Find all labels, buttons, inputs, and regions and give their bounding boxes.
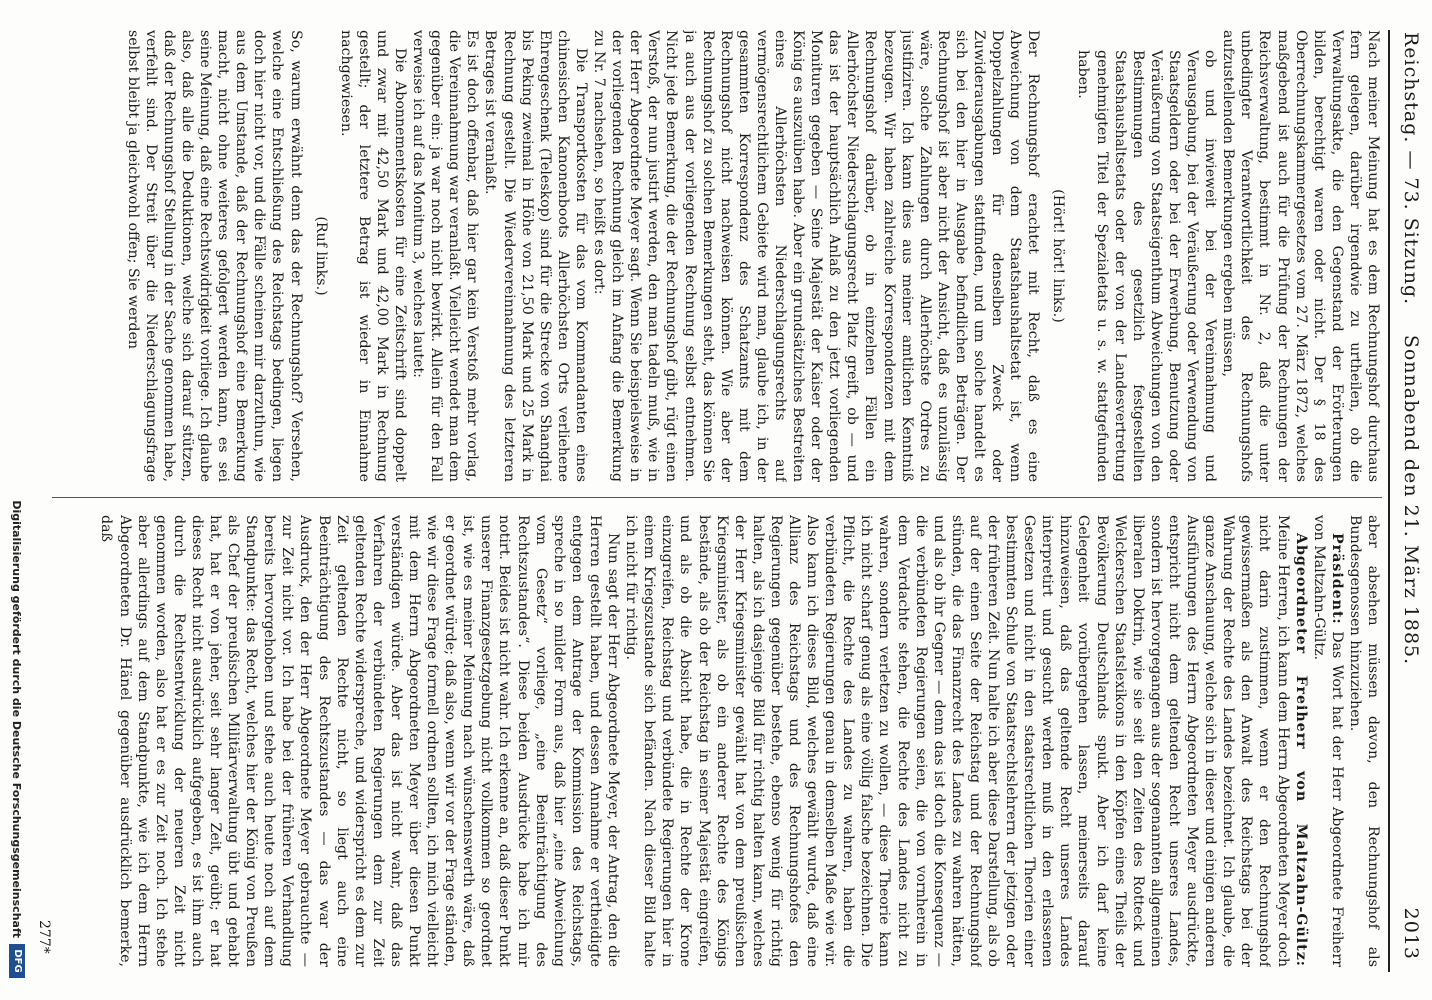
- paragraph-text: So, warum erwähnt denn das der Rechnungshof? Versehen, welche eine Entschließung des Reichstags bedingen, liegen doch hier nicht vor, und die Fälle scheinen mir darzuthun, wie aus dem Umstande, daß der Rechnungshof eine Bemerkung macht, nicht ohne weiteres gefolgert werden kann, es sei seine Meinung, daß eine Rechtswidrigkeit vorliege. Ich glaube also, daß alle die Deduktionen, welche sich darauf stützen, daß der Rechnungshof Stellung in der Sache genommen habe, verfehlt sind. Der Streit über die Niederschlagungsfrage selbst bleibt ja gleichwohl offen; Sie werden: [124, 30, 304, 482]
- page-number: 2013: [1400, 907, 1422, 960]
- paragraph-text: ob und inwieweit bei der Vereinnahmung und Verausgabung, bei der Veräußerung oder Verwendung von Staatsgeldern oder bei der Erwerbung, Benutzung oder Veräußerung von Staatseigenthum Abweichungen von den Bestimmungen des gesetzlich festgestellten Staatshaushaltsetats oder der von der Landesvertretung genehmigten Titel der Spezialetats u. s. w. stattgefunden haben.: [1075, 50, 1219, 482]
- speaker-name: Abgeordneter Freiherr von Maltzahn-Gültz:: [1292, 533, 1309, 967]
- paragraph: [312, 30, 330, 482]
- paragraph-text: Nun sagt der Herr Abgeordnete Meyer, der Antrag, den die Herren gestellt haben, und dessen Annahme er vertheidigte entgegen dem Antrage der Kommission des Reichstags, spreche in so milder Form aus, daß hier „eine Abweichung vom Gesetz“ vorliege, „eine Beeinträchtigung des Rechtszustandes“. Diese beiden Ausdrücke habe ich mir notirt. Beides ist nicht wahr. Ich erkenne an, daß dieser Punkt unserer Finanzgesetzgebung nicht vollkommen so geordnet ist, wie es meiner Meinung nach wünschenswerth wäre, daß er geordnet würde; daß also, wenn wir vor der Frage ständen, wie wir diese Frage formell ordnen sollten, ich mich vielleicht mit dem Herrn Abgeordneten Meyer über diesen Punkt verständigen würde. Aber das ist nicht wahr, daß das Verfahren der verbündeten Regierungen dem zur Zeit geltenden Rechte widerspreche, und widerspricht es dem zur Zeit geltenden Rechte nicht, so liegt auch eine Beeinträchtigung des Rechtszustandes — das war der Ausdruck, den der Herr Abgeordnete Meyer gebrauchte — zur Zeit nicht vor. Ich habe bei der früheren Verhandlung bereits hervorgehoben und stehe auch heute noch auf dem Standpunkte: das Recht, welches hier der König von Preußen als Chef der preußischen Militärverwaltung übt und gehabt hat, hat er von jeher, seit sehr langer Zeit, geübt; er hat dieses Recht nicht ausdrücklich aufgegeben, es ist ihm auch durch die Rechtsentwicklung der neueren Zeit nicht genommen worden, also hat er es zur Zeit noch. Ich stehe aber allerdings auf dem Standpunkte, wie ich dem Herrn Abgeordneten Dr. Hänel gegenüber ausdrücklich bemerke, daß: [98, 515, 622, 967]
- page-signature: 277*: [36, 920, 52, 954]
- paragraph-text: Die Abonnementskosten für eine Zeitschrift sind doppelt und zwar mit 42,50 Mark und 42,00 Mark in Rechnung gestellt; der letztere Betrag ist wieder in Einnahme nachgewiesen.: [337, 30, 409, 482]
- paragraph-text: (Hört! hört! links.): [1050, 189, 1067, 323]
- header-session: Reichstag. — 73. Sitzung.: [1400, 32, 1422, 306]
- paragraph: [622, 515, 1310, 967]
- paragraph: [409, 30, 481, 482]
- page-header: [1394, 0, 1422, 1000]
- dfg-credit-text: Digitalisierung gefördert durch die Deutsche Forschungsgemeinschaft: [10, 500, 23, 938]
- paragraph-text: Das Wort hat der Herr Abgeordnete Freiherr von Maltzahn-Gültz.: [1310, 515, 1345, 967]
- paragraph-text: Es ist doch offenbar, daß hier gar kein Verstoß mehr vorlag, die Vereinnahmung war veranlaßt. Vielleicht wendet man dem gegenüber ein: ja war noch nicht bewirkt. Allein für den Fall verweise ich auf das Monitum 3, welches lautet:: [410, 30, 481, 482]
- header-date: Sonnabend den 21. März 1885.: [1400, 334, 1422, 666]
- paragraph-text: (Ruf links.): [312, 216, 329, 296]
- paragraph: [1346, 515, 1382, 967]
- paragraph: [1074, 30, 1219, 482]
- digitization-credit: [5, 0, 27, 1000]
- paragraph: [1219, 30, 1382, 482]
- dfg-logo: DFG: [9, 944, 25, 978]
- paragraph-text: Nach meiner Meinung hat es dem Rechnungshof durchaus fern gelegen, darüber irgendwie zu urtheilen, ob die Verwaltungsakte, die den Gegenstand der Erörterungen bilden, berechtigt waren oder nicht. Der § 18 des Oberrechnungskammergesetzes vom 27. März 1872, welches maßgebend ist auch für die Prüfung der Rechnungen der Reichsverwaltung, bestimmt in Nr. 2, daß die unter unbedingter Verantwortlichkeit des Rechnungshofs aufzustellenden Bemerkungen ergeben müssen,: [1220, 30, 1381, 482]
- header-rule: [1388, 30, 1390, 972]
- paragraph: [97, 515, 622, 967]
- speaker-name: Präsident:: [1328, 533, 1345, 625]
- right-column: [52, 515, 1382, 967]
- paragraph: [337, 30, 409, 482]
- paragraph-text: Die Transportkosten für das vom Kommandanten eines chinesischen Kanonenboots Allerhöchsten Orts verliehene Ehrengeschenk (Teleskop) sind für die Strecke von Shanghai bis Peking zweimal in Höhe von 21,50 Mark und 25 Mark in Rechnung gestellt. Die Wiedervereinnahmung des letzteren Betrages ist veranlaßt.: [482, 30, 589, 482]
- paragraph: [124, 30, 305, 482]
- paragraph: [1049, 30, 1067, 482]
- paragraph: [481, 30, 590, 482]
- paragraph: [590, 30, 1042, 482]
- paragraph-text: Meine Herren, ich kann dem Herrn Abgeordneten Meyer doch nicht darin zustimmen, wenn er den Rechnungshof gewissermaßen als den Anwalt des Reichstags bei der Wahrung der Rechte des Landes bezeichnet. Ich glaube, die ganze Anschauung, welche sich in dieser und einigen anderen Ausführungen des Herrn Abgeordneten Meyer ausdrückte, entspricht nicht dem geltenden Recht unseres Landes, sondern ist hervorgegangen aus der sogenannten allgemeinen liberalen Doktrin, wie sie seit den Zeiten des Rotteck und Welckerschen Staatslexikons in den Köpfen eines Theils der Bevölkerung Deutschlands spukt. Aber ich darf keine Gelegenheit vorübergehen lassen, meinerseits darauf hinzuweisen, daß das geltende Recht unseres Landes interpretirt und gesucht werden muß in den erlassenen Gesetzen und nicht in den staatsrechtlichen Theorien einer bestimmten Schule von Staatsrechtslehrern der jetzigen oder der früheren Zeit. Nun halte ich aber diese Darstellung, als ob auf der einen Seite der Reichstag und der Rechnungshof stünden, die das Finanzrecht des Landes zu wahren hätten, und als ob ihr Gegner — denn das ist doch die Konsequenz — die verbündeten Regierungen seien, die von vornherein in dem Verdachte stehen, die Rechte des Landes nicht zu wahren, sondern verletzen zu wollen, — diese Theorie kann ich nicht scharf genug als eine völlig falsche bezeichnen. Die Pflicht, die Rechte des Landes zu wahren, haben die verbündeten Regierungen genau in demselben Maße wie wir. Also kann ich dieses Bild, welches gewählt wurde, daß eine Allianz des Reichstags und des Rechnungshofes den Regierungen gegenüber bestehe, ebenso wenig für richtig halten, als ich dasjenige Bild für richtig halten kann, welches der Herr Kriegsminister gewählt hat von dem preußischen Kriegsminister, als ob ein anderer Rechte des Königs bestände, als ob der Reichstag in seiner Majestät eingreifen, und als ob die Absicht habe, die in Rechte der Krone einzugreifen, Reichstag und verbündete Regierungen hier in einem Kriegszustande sich befänden. Nach dieser Bild halte ich nicht für richtig.: [623, 515, 1291, 967]
- left-column: [52, 30, 1382, 482]
- paragraph-text: aber absehen müssen davon, den Rechnungshof als Bundesgenossen hinzuziehen.: [1346, 515, 1381, 967]
- paragraph: [1310, 515, 1346, 967]
- column-divider: [52, 497, 1382, 498]
- paragraph-text: Der Rechnungshof erachtet mit Recht, daß es eine Abweichung von dem Staatshaushaltsetat ist, wenn Doppelzahlungen für denselben Zweck oder Zuwiderausgabungen stattfinden, und um solche handelt es sich bei den hier in Ausgabe befindlichen Beträgen. Der Rechnungshof ist aber nicht der Ansicht, daß es unzulässig wäre, solche Zahlungen durch Allerhöchste Ordres zu justifiziren. Ich kann dies aus meiner amtlichen Kenntniß bezeugen. Wir haben zahlreiche Korrespondenzen mit dem Rechnungshof darüber, ob in einzelnen Fällen ein Allerhöchster Niederschlagungsrecht Platz greift, ob — und das ist der hauptsächlich Anlaß zu den jetzt vorliegenden Monituren gegeben — Seine Majestät der Kaiser oder der König es auszuüben habe. Aber ein grundsätzliches Bestreiten eines Allerhöchsten Niederschlagungsrechts auf vermögensrechtlichem Gebiete wird man, glaube ich, in der gesammten Korrespondenz des Schatzamts mit dem Rechnungshof nicht nachweisen können. Wie aber der Rechnungshof zu solchen Bemerkungen steht, das können Sie ja auch aus der vorliegenden Rechnung selbst entnehmen. Nicht jede Bemerkung, die der Rechnungshof gibt, rügt einen Verstoß, der nun justirt werden, den man tadeln muß, wie in der Herr Abgeordnete Meyer sagt. Wenn Sie beispielsweise in der vorliegenden Rechnung gleich im Anfang die Bemerkung zu Nr. 7 nachsehen, so heißt es dort:: [591, 30, 1042, 482]
